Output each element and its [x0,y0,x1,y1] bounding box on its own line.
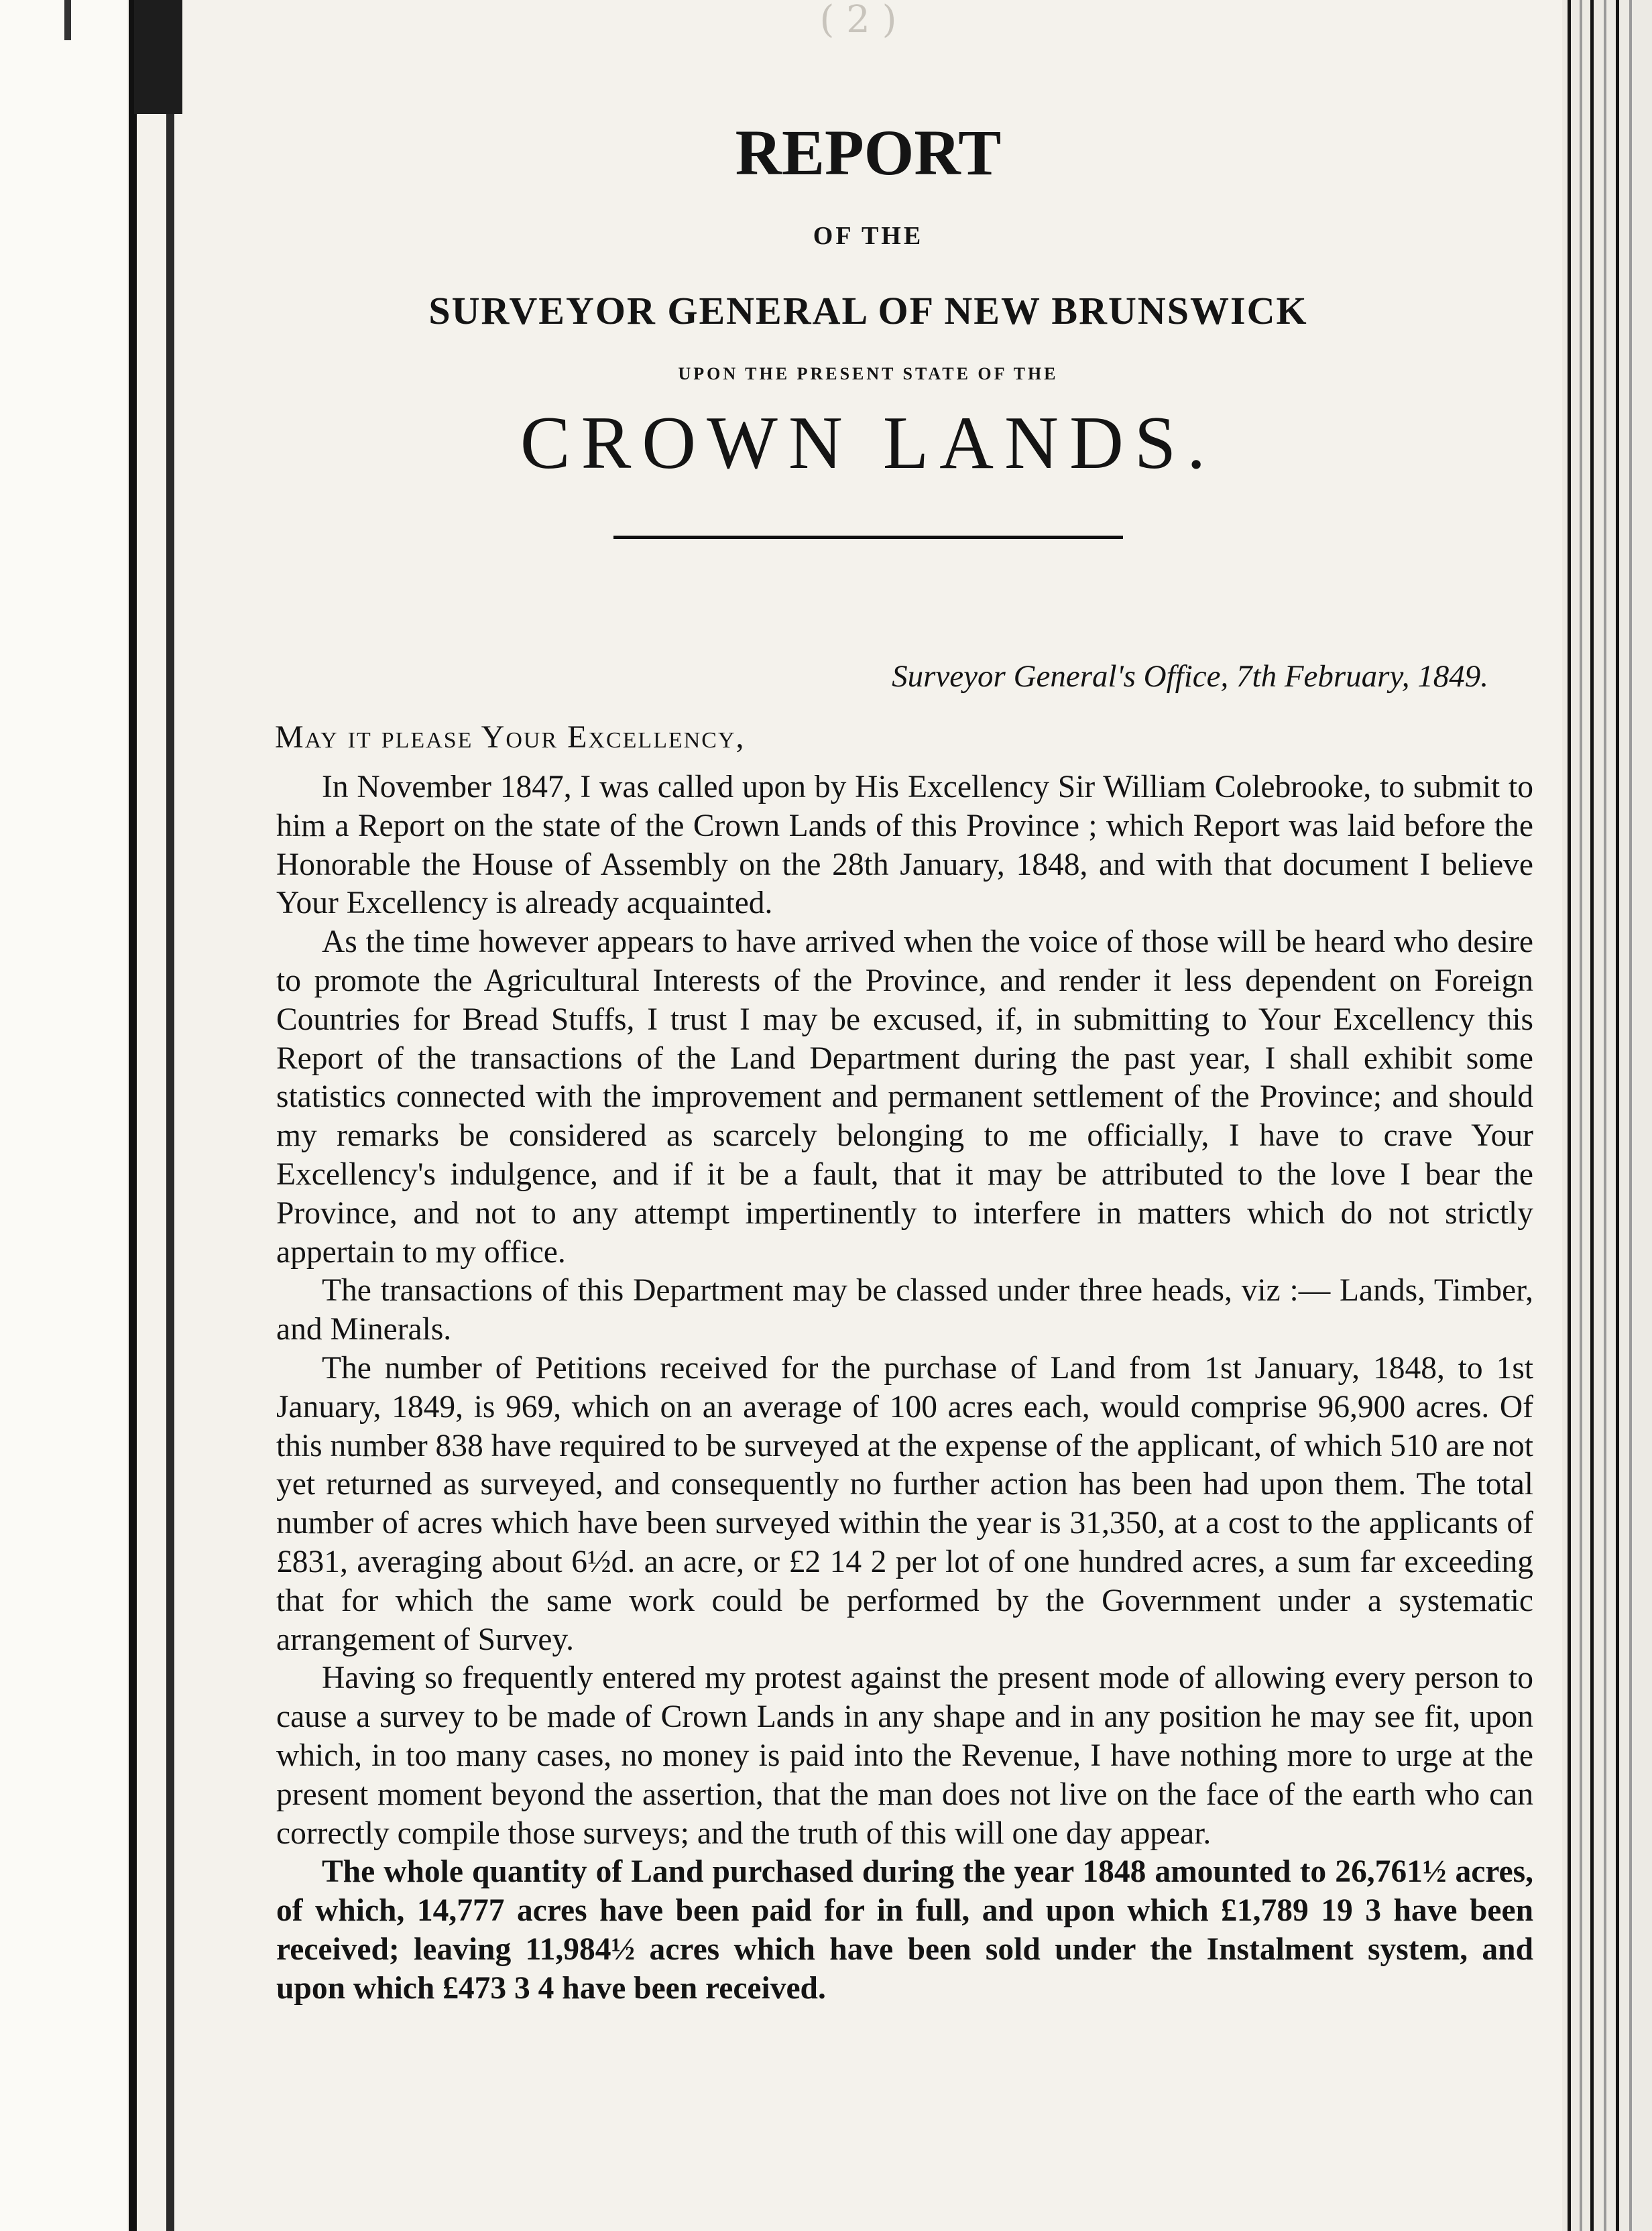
page-left-margin [0,0,127,2231]
right-edge-line [1616,0,1619,2231]
paragraph: The number of Petitions received for the purchase of Land from 1st January, 1848, to 1st January, 1849, is 969, which on an average of 100 acres each, would comprise 96,900 acres. Of this number 838 have required to be surveyed at the expense of the applicant, of which 510 are not yet returned as surveyed, and consequently no further action has been had upon them. The total number of acres which have been surveyed within the year is 31,350, at a cost to the applicants of £831, averaging about 6½d. an acre, or £2 14 2 per lot of one hundred acres, a sum far exceeding that for which the same work could be performed by the Government under a systematic arrangement of Survey. [276,1350,1533,1657]
right-edge-line [1629,0,1632,2231]
page-number: ( 2 ) [819,0,897,42]
page-right-edge [1562,0,1652,2231]
right-edge-line [1568,0,1571,2231]
dateline: Surveyor General's Office, 7th February, 1849. [892,659,1488,694]
paragraph: The whole quantity of Land purchased during the year 1848 amounted to 26,761½ acres, of which, 14,777 acres have been paid for in full, and upon which £1,789 19 3 have been received; leaving 11,984½ acres which have been sold under the Instalment system, and upon which £473 3 4 have been received. [276,1854,1533,2006]
paragraph: In November 1847, I was called upon by His Excellency Sir William Colebrooke, to submit to him a Report on the state of the Crown Lands of this Province ; which Report was laid before the Honorable the House of Assembly on the 28th January, 1848, and with that document I believe Your Excellency is already acquainted. [276,770,1533,921]
title-crown-lands: CROWN LANDS. [520,402,1217,485]
binding-shadow [166,0,174,2231]
title-report: REPORT [735,117,1002,188]
title-upon-present-state: UPON THE PRESENT STATE OF THE [678,364,1059,383]
right-edge-line [1590,0,1594,2231]
title-of-the: OF THE [813,222,924,250]
title-divider [613,536,1123,539]
right-edge-line [1580,0,1582,2231]
title-surveyor-general: SURVEYOR GENERAL OF NEW BRUNSWICK [428,289,1308,333]
binding-corner [134,0,182,114]
salutation: May it please Your Excellency, [275,719,746,755]
paragraph: Having so frequently entered my protest against the present mode of allowing every person to cause a survey to be made of Crown Lands in any shape and in any position he may see fit, upon which, in too many cases, no money is paid into the Revenue, I have nothing more to urge at the present moment beyond the assertion, that the man does not live on the face of the earth who can correctly compile those surveys; and the truth of this will one day appear. [276,1661,1533,1851]
title-block [201,107,1535,539]
binding-mark [64,0,71,40]
right-edge-line [1604,0,1606,2231]
paragraph: As the time however appears to have arrived when the voice of those will be heard who desire to promote the Agricultural Interests of the Province, and render it less dependent on Foreign Countries for Bread Stuffs, I trust I may be excused, if, in submitting to Your Excellency this Report of the transactions of the Land Department during the past year, I shall exhibit some statistics connected with the improvement and permanent settlement of the Province; and should my remarks be considered as scarcely belonging to me officially, I have to crave Your Excellency's indulgence, and if it be a fault, that it may be attributed to the love I bear the Province, and not to any attempt impertinently to interfere in matters which do not strictly appertain to my office. [276,924,1533,1270]
binding-rule [129,0,137,2231]
paragraph: The transactions of this Department may be classed under three heads, viz :— Lands, Timber, and Minerals. [276,1273,1533,1347]
report-body [276,768,1533,2008]
